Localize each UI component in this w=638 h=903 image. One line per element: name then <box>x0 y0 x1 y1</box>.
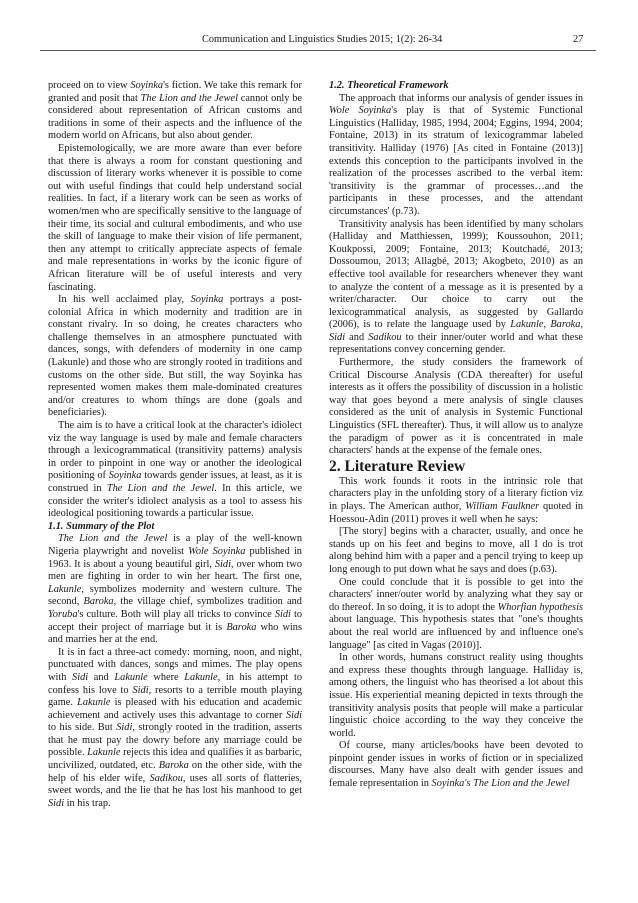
page-number: 27 <box>573 34 584 45</box>
text-run: Transitivity analysis has been identified by many scholars (Halliday and Matthiessen, 1999); Koussouhon, 2011; Koukpossi, 2009; Fontaine, 2013; Koutchadé, 2013; Dossoumou, 2013; Allagbé, 2013; Akogbeto, 2010) as an effective tool available for researchers whenever they want to analyze the content of a message as it is presented by a writer/character. Our choice to carry out the lexicogrammatical analysis, as suggested by Gallardo (2006), is to relate the language used by <box>329 218 583 331</box>
italic-run: Baroka <box>226 621 257 633</box>
text-run: , uses all sorts of flatteries, sweet words, and the lie that he has lost his manhood to get <box>48 772 302 797</box>
text-run: , <box>580 319 584 331</box>
italic-run: Baroka <box>83 596 114 608</box>
paragraph <box>329 219 583 358</box>
italic-run: Sidi <box>214 558 231 570</box>
paragraph <box>329 577 583 653</box>
text-run: about language. This hypothesis states that "one's thoughts about the real world are influenced by and influence one's language" [as cited in Vagas (2010)]. <box>329 614 583 651</box>
paragraph: In other words, humans construct reality using thoughts and express these thoughts through language. Halliday is, among others, the linguist who has theorised a lot about this issue. His experiential meaning depicted in texts through the transitivity analysis posits that people will make a particular linguistic choice according to the way they conceive the world. <box>329 652 583 739</box>
italic-run: Sadikou <box>149 772 183 784</box>
italic-run: Lakunle <box>77 697 111 709</box>
text-run: and <box>88 671 115 683</box>
text-run: published in 1963. It is about a young beautiful girl, <box>48 545 302 570</box>
italic-run: Lakunle <box>114 671 148 683</box>
italic-run: Soyinka <box>108 470 142 482</box>
italic-run: Lakunle <box>510 319 544 331</box>
text-run: The approach that informs our analysis of gender issues in <box>339 92 583 104</box>
paragraph <box>48 647 302 811</box>
text-run: One could conclude that it is possible to get into the characters' inner/outer world by analyzing what they say or do thereof. In so doing, it is to adopt the <box>329 576 583 613</box>
text-run: to accept their project of marriage but it is <box>48 608 302 633</box>
italic-run: Sidi <box>274 608 291 620</box>
text-run: where <box>147 671 185 683</box>
paragraph <box>329 476 583 526</box>
italic-run: Wole Soyinka <box>188 545 246 557</box>
paragraph <box>48 533 302 646</box>
text-run: , over whom two men are fighting in order to win her heart. The first one, <box>48 558 302 583</box>
paragraph <box>48 420 302 521</box>
paragraph <box>329 740 583 790</box>
subsection-heading: 1.2. Theoretical Framework <box>329 80 449 91</box>
italic-run: Yoruba <box>48 608 78 620</box>
text-run: towards gender issues, at least, as it is construed in <box>48 470 302 494</box>
block-quote: [The story] begins with a character, usually, and once he stands up on his feet and begins to move, all I do is trot along behind him with a paper and a pencil trying to keep up long enough to put down what he says and does (p.63). <box>329 526 583 575</box>
text-run: It is in fact a three-act comedy: morning, noon, and night, punctuated with dances, songs and mimes. The play opens with <box>48 646 302 683</box>
subsection-heading: 1.1. Summary of the Plot <box>48 520 155 532</box>
paragraph <box>329 93 583 219</box>
italic-run: Soyinka <box>190 294 224 306</box>
text-run: , the village chief, symbolizes tradition and <box>113 596 302 608</box>
text-run: in his trap. <box>64 797 111 809</box>
text-run: cannot only be considered about representation of African customs and traditions in some of their aspects and the influence of the modern world on Africans, but also about gender. <box>48 92 302 142</box>
running-header <box>0 0 638 50</box>
text-run: In his well acclaimed play, <box>58 294 191 306</box>
italic-run: Sidi <box>132 684 149 696</box>
italic-run: William Faulkner <box>465 501 540 512</box>
italic-run: Sidi <box>285 709 302 721</box>
italic-run: The Lion and the Jewel <box>58 533 168 545</box>
italic-run: Lakunle <box>87 747 121 759</box>
text-run: , in his attempt to confess his love to <box>48 671 302 696</box>
text-run: is a play of the well-known Nigeria playwright and novelist <box>48 533 302 557</box>
italic-run: Sidi <box>116 722 133 734</box>
paragraph <box>48 294 302 420</box>
section-heading: 2. Literature Review <box>329 457 466 475</box>
paragraph <box>48 80 302 143</box>
text-run: quoted in Hoessou-Adin (2011) proves it well when he says: <box>329 501 583 525</box>
text-run: and <box>345 331 369 343</box>
text-run: rejects this idea and qualifies it as barbaric, uncivilized, outdated, etc. <box>48 747 303 772</box>
left-column <box>48 80 302 810</box>
text-run: , <box>543 319 551 331</box>
italic-run: Sidi <box>48 797 65 809</box>
text-run: Of course, many articles/books have been devoted to pinpoint gender issues in works of fiction or in specialized discourses. Many have also dealt with gender issues and female representation in <box>329 740 583 790</box>
italic-run: Lakunle <box>184 671 218 683</box>
text-run: to their inner/outer world and what these representations convey concerning gender. <box>329 331 583 356</box>
header-rule <box>40 50 596 51</box>
italic-run: Sadikou <box>368 331 402 343</box>
italic-run: Lakunle <box>48 583 82 595</box>
italic-run: Soyinka's The Lion and the Jewel <box>431 778 570 790</box>
journal-citation: Communication and Linguistics Studies 2015; 1(2): 26-34 <box>202 34 443 45</box>
text-run: , strongly rooted in the tradition, asserts that he must pay the dowry before any marriage could be possible. <box>48 722 303 759</box>
text-run: portrays a post-colonial Africa in which modernity and tradition are in constant rivalry. In so doing, he creates characters who challenge themselves in an atmosphere punctuated with dances, songs, with defenders of modernity in one camp (Lakunle) and those who are strongly rooted in traditions and customs on the other side. But still, the way Soyinka has represented women makes them male-dominated creatures and/or creatures to whom things are done (goals and beneficiaries). <box>48 294 302 419</box>
italic-run: Soyinka <box>130 80 164 91</box>
text-run: who wins and marries her at the end. <box>48 621 302 646</box>
italic-run: Baroka <box>158 760 189 772</box>
italic-run: Sidi <box>72 671 89 683</box>
text-run: , resorts to a terrible mouth playing game. <box>48 684 302 709</box>
text-run: is pleased with his education and academic achievement and actively uses this advantage to corner <box>48 697 302 721</box>
text-run: 's culture. Both will play all tricks to convince <box>77 608 275 620</box>
text-run: 's fiction. We take this remark for granted and posit that <box>48 80 303 104</box>
italic-run: Wole Soyinka <box>329 105 392 117</box>
paragraph: Furthermore, the study considers the framework of Critical Discourse Analysis (CDA thereafter) for useful interests as it offers the possibility of discussion in a holistic way that goes beyond a mere analysis of single clauses considered as the unit of analysis in Systemic Functional Linguistics (SFL thereafter). Thus, it will allow us to analyze the paradigm of power as it is concentrated in male characters' hands at the expense of the female ones. <box>329 357 583 457</box>
right-column <box>329 80 583 791</box>
text-run: on the other side, with the help of his elder wife, <box>48 760 302 784</box>
text-run: The aim is to have a critical look at the character's idiolect viz the way language is used by male and female characters through a lexicogrammatical (transitivity patterns) analysis in order to pinpoint in one way or another the ideological positioning of <box>48 420 302 482</box>
italic-run: The Lion and the Jewel <box>106 483 215 494</box>
italic-run: Baroka <box>550 319 581 331</box>
italic-run: Whorfian hypothesis <box>497 601 583 613</box>
text-run: proceed on to view <box>48 80 131 91</box>
text-run: 's play is that of Systemic Functional Linguistics (Halliday, 1985, 1994, 2004; Eggins, 1994, 2004; Fontaine, 2013) in its stratum of lexicogrammar labeled transitivity. Halliday (1976) [As cited in Fontaine (2013)] extends this conception to the participants involved in the realization of the processes ascribed to the verbal item: 'transitivity is the grammar of processes…and the participants in these processes, and the attendant circumstances' (p.73). <box>329 105 583 217</box>
text-run: . In this article, we consider the writer's idiolect analysis as a tool to assess his ideological positioning towards a particular issue. <box>48 483 302 520</box>
italic-run: The Lion and the Jewel <box>140 92 238 104</box>
text-run: This work founds it roots in the intrinsic role that characters play in the unfolding story of a literary fiction viz in plays. The American author, <box>329 475 583 512</box>
italic-run: Sidi <box>329 331 346 343</box>
paragraph: Epistemologically, we are more aware than ever before that there is always a room for constant questioning and discussion of literary works whenever it is possible to come out with useful findings that could help understand social realities. In fact, if a literary work can be seen as works of women/men who are specifically sensitive to the language of their time, its social and cultural embodiments, and who use the skill of language to make their vision of life permanent, then any attempt to critically appreciate aspects of female and male representations in works by the iconic figure of African literature will be of useful interests and very fascinating. <box>48 142 302 293</box>
text-run: to his side. But <box>48 722 117 734</box>
text-run: , symbolizes modernity and western culture. The second, <box>48 583 302 608</box>
